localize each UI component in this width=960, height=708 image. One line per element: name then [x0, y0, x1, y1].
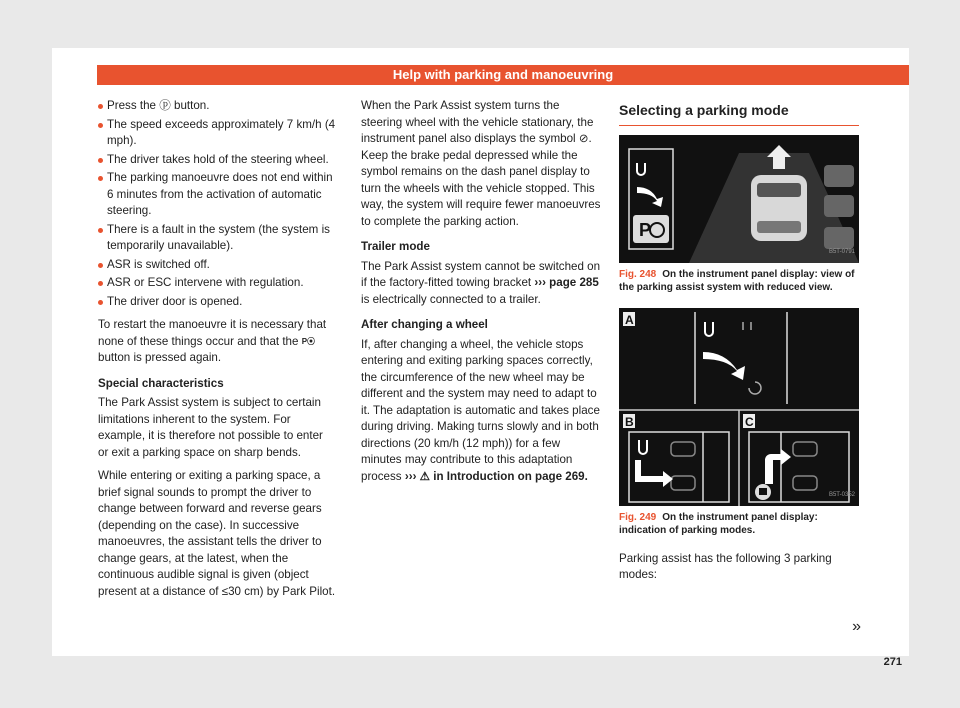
list-item: There is a fault in the system (the system is temporarily unavailable). [98, 222, 336, 255]
list-item: The speed exceeds approximately 7 km/h (4 mph). [98, 117, 336, 150]
svg-text:P: P [639, 219, 652, 240]
special-paragraph-1: The Park Assist system is subject to certain limitations inherent to the system. For example, it is therefore not possible to enter or exit a parking space on sharp bends. [98, 396, 323, 459]
trailer-paragraph [361, 259, 601, 309]
figure-249 [619, 308, 859, 506]
list-item: ASR is switched off. [98, 257, 336, 274]
label-c: C [745, 414, 754, 429]
section-title: Selecting a parking mode [619, 98, 859, 126]
restart-text-pre: To restart the manoeuvre it is necessary that none of these things occur and that the [98, 318, 327, 348]
page-number: 271 [883, 656, 902, 668]
manual-page [52, 48, 909, 656]
list-item: Press the ⓟ button. [98, 98, 336, 115]
column-middle [361, 98, 601, 492]
label-a: A [625, 312, 634, 327]
special-paragraph-2: While entering or exiting a parking space, a brief signal sounds to prompt the driver to change between forward and reverse gears (depending on the case). In successive manoeuvres, the assistant tells the driver to change gears, at the latest, when the continuous audible signal is given (object present at a distance of ≤30 cm) by Park Pilot. [98, 469, 336, 598]
parking-assist-display-illustration [619, 135, 859, 263]
warning-reference-link[interactable]: ››› ⚠ in Introduction on page 269. [404, 469, 588, 483]
steering-paragraph: When the Park Assist system turns the steering wheel with the vehicle stationary, the instrument panel also displays the symbol ⊘. Keep the brake pedal depressed while the symbol remains on the dash panel display to turn the wheels with the vehicle stopped. This way, the system will require fewer manoeuvres to complete the parking action. [361, 99, 601, 228]
caption-text: On the instrument panel display: view of the parking assist system with reduced view. [619, 268, 855, 293]
figure-number: Fig. 248 [619, 268, 657, 280]
list-item: The driver door is opened. [98, 294, 336, 311]
label-b: B [625, 414, 634, 429]
continue-indicator: » [852, 618, 861, 635]
figure-248-caption [619, 268, 859, 294]
restart-paragraph [98, 317, 336, 367]
column-left [98, 98, 336, 607]
modes-intro: Parking assist has the following 3 parking modes: [619, 551, 832, 581]
wheel-text: If, after changing a wheel, the vehicle stops entering and exiting parking spaces correctly, the circumference of the new wheel may be different and the system may need to adapt to it. The adaptation is automatic and takes place during driving. Making turns slowly and in both directions (20 km/h (12 mph)) for a few minutes may contribute to this adaptation process [361, 337, 600, 483]
list-item: The driver takes hold of the steering wheel. [98, 152, 336, 169]
restart-text-post: button is pressed again. [98, 351, 222, 364]
caption-text: On the instrument panel display: indication of parking modes. [619, 511, 818, 536]
list-item: The parking manoeuvre does not end within 6 minutes from the activation of automatic steering. [98, 170, 336, 220]
section-header: Help with parking and manoeuvring [97, 65, 909, 85]
trailer-heading: Trailer mode [361, 240, 430, 253]
wheel-heading: After changing a wheel [361, 318, 488, 331]
list-item: ASR or ESC intervene with regulation. [98, 275, 336, 292]
column-right [619, 98, 859, 591]
park-assist-button-icon: P⦿ [301, 336, 316, 346]
figure-248 [619, 135, 859, 263]
page-reference-link[interactable]: ››› page 285 [534, 276, 599, 289]
figure-code: B5T-0352 [828, 492, 855, 498]
trailer-text-post: is electrically connected to a trailer. [361, 292, 541, 306]
figure-code: B5T-0791 [828, 249, 855, 255]
parking-modes-illustration [619, 308, 859, 506]
wheel-paragraph [361, 337, 601, 486]
special-heading: Special characteristics [98, 376, 224, 390]
figure-249-caption [619, 511, 859, 537]
figure-number: Fig. 249 [619, 511, 657, 523]
trailer-text-pre: The Park Assist system cannot be switched on if the factory-fitted towing bracket [361, 259, 601, 289]
